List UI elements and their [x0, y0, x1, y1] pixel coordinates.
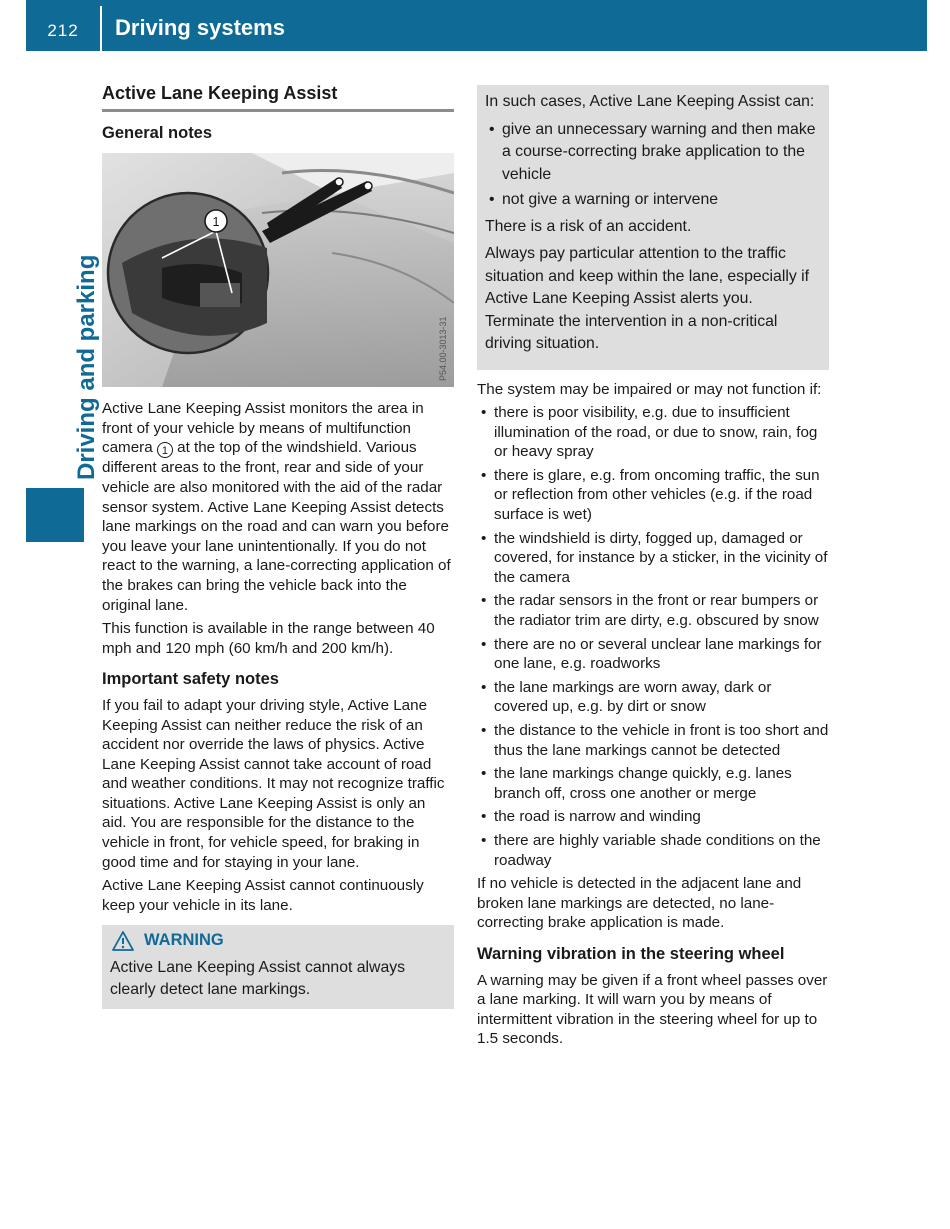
figure-code: P54.00-3013-31: [438, 316, 448, 382]
general-notes-heading: General notes: [102, 123, 213, 142]
camera-figure: [102, 153, 454, 387]
vibration-text: A warning may be given if a front wheel passes over a lane marking. It will warn you by means of intermittent vibration in the steering wheel for up to 1.5 seconds.: [477, 971, 828, 1048]
section-title: Active Lane Keeping Assist: [102, 84, 454, 112]
safety-text-2: Active Lane Keeping Assist cannot continuously keep your vehicle in its lane.: [102, 877, 424, 914]
warning-continuation-box: [477, 85, 829, 370]
chapter-title: Driving systems: [115, 15, 285, 40]
list-item: • the lane markings change quickly, e.g. lanes branch off, cross one another or merge: [477, 764, 829, 803]
warning-header: [110, 929, 446, 952]
side-tab-block: [26, 488, 84, 542]
windshield-camera-illustration: [102, 153, 454, 387]
warning-text: Active Lane Keeping Assist cannot always clearly detect lane markings.: [110, 958, 406, 999]
impaired-intro: The system may be impaired or may not function if:: [477, 380, 822, 398]
warning-label: WARNING: [144, 931, 224, 950]
list-item: • there are highly variable shade conditions on the roadway: [477, 831, 829, 870]
gray-box-intro: In such cases, Active Lane Keeping Assist can:: [485, 93, 815, 110]
list-item: • the road is narrow and winding: [477, 807, 829, 827]
list-item: • there is glare, e.g. from oncoming traffic, the sun or reflection from other vehicles (e.g. if the road surface is wet): [477, 466, 829, 525]
left-column: [102, 84, 454, 1009]
intro-text-part1: Active Lane Keeping Assist monitors the area in front of your vehicle by means of multifunction camera: [102, 400, 424, 457]
no-vehicle-text: If no vehicle is detected in the adjacent lane and broken lane markings are detected, no lane-correcting brake application is made.: [477, 875, 802, 932]
vibration-heading: Warning vibration in the steering wheel: [477, 944, 785, 963]
side-tab-label: Driving and parking: [73, 254, 100, 480]
right-column: [477, 85, 829, 1053]
warning-box: [102, 925, 454, 1009]
header-divider: [100, 6, 102, 51]
page-number: 212: [47, 21, 79, 40]
intro-callout: 1: [157, 442, 173, 458]
figure-callout: 1: [212, 214, 220, 230]
safety-heading: Important safety notes: [102, 670, 279, 689]
safety-text-1: If you fail to adapt your driving style, Active Lane Keeping Assist can neither reduce the risk of an accident nor override the laws of physics. Active Lane Keeping Assist cannot take account of road and weather conditions. It may not recognize traffic situations. Active Lane Keeping Assist is only an aid. You are responsible for the distance to the vehicle in front, for vehicle speed, for braking in good time and for staying in your lane.: [102, 696, 445, 871]
availability-text: This function is available in the range between 40 mph and 120 mph (60 km/h and 200 km/h).: [102, 620, 435, 657]
advice-text: Always pay particular attention to the traffic situation and keep within the lane, especially if Active Lane Keeping Assist alerts you. Terminate the intervention in a non-critical driving situation.: [485, 245, 810, 352]
list-item: • the distance to the vehicle in front is too short and thus the lane markings cannot be detected: [477, 721, 829, 760]
risk-text: There is a risk of an accident.: [485, 217, 692, 235]
list-item: • not give a warning or intervene: [485, 189, 821, 212]
intro-text-part2: at the top of the windshield. Various different areas to the front, rear and side of your vehicle are also monitored with the aid of the radar sensor system. Active Lane Keeping Assist detects lane markings on the road and can warn you before you leave your lane unintentionally. If you do not react to the warning, a lane-correcting application of the brakes can bring the vehicle back into the original lane.: [102, 439, 451, 614]
list-item: • give an unnecessary warning and then make a course-correcting brake application to the vehicle: [485, 119, 821, 187]
gray-box-list: [485, 119, 821, 212]
list-item: • the lane markings are worn away, dark or covered up, e.g. by dirt or snow: [477, 678, 829, 717]
impaired-list: [477, 403, 829, 870]
list-item: • the radar sensors in the front or rear bumpers or the radiator trim are dirty, e.g. obscured by snow: [477, 591, 829, 630]
list-item: • there are no or several unclear lane markings for one lane, e.g. roadworks: [477, 635, 829, 674]
intro-paragraph: [102, 399, 454, 615]
list-item: • the windshield is dirty, fogged up, damaged or covered, for instance by a sticker, in the vicinity of the camera: [477, 529, 829, 588]
warning-triangle-icon: [112, 931, 134, 951]
list-item: • there is poor visibility, e.g. due to insufficient illumination of the road, or due to snow, rain, fog or heavy spray: [477, 403, 829, 462]
